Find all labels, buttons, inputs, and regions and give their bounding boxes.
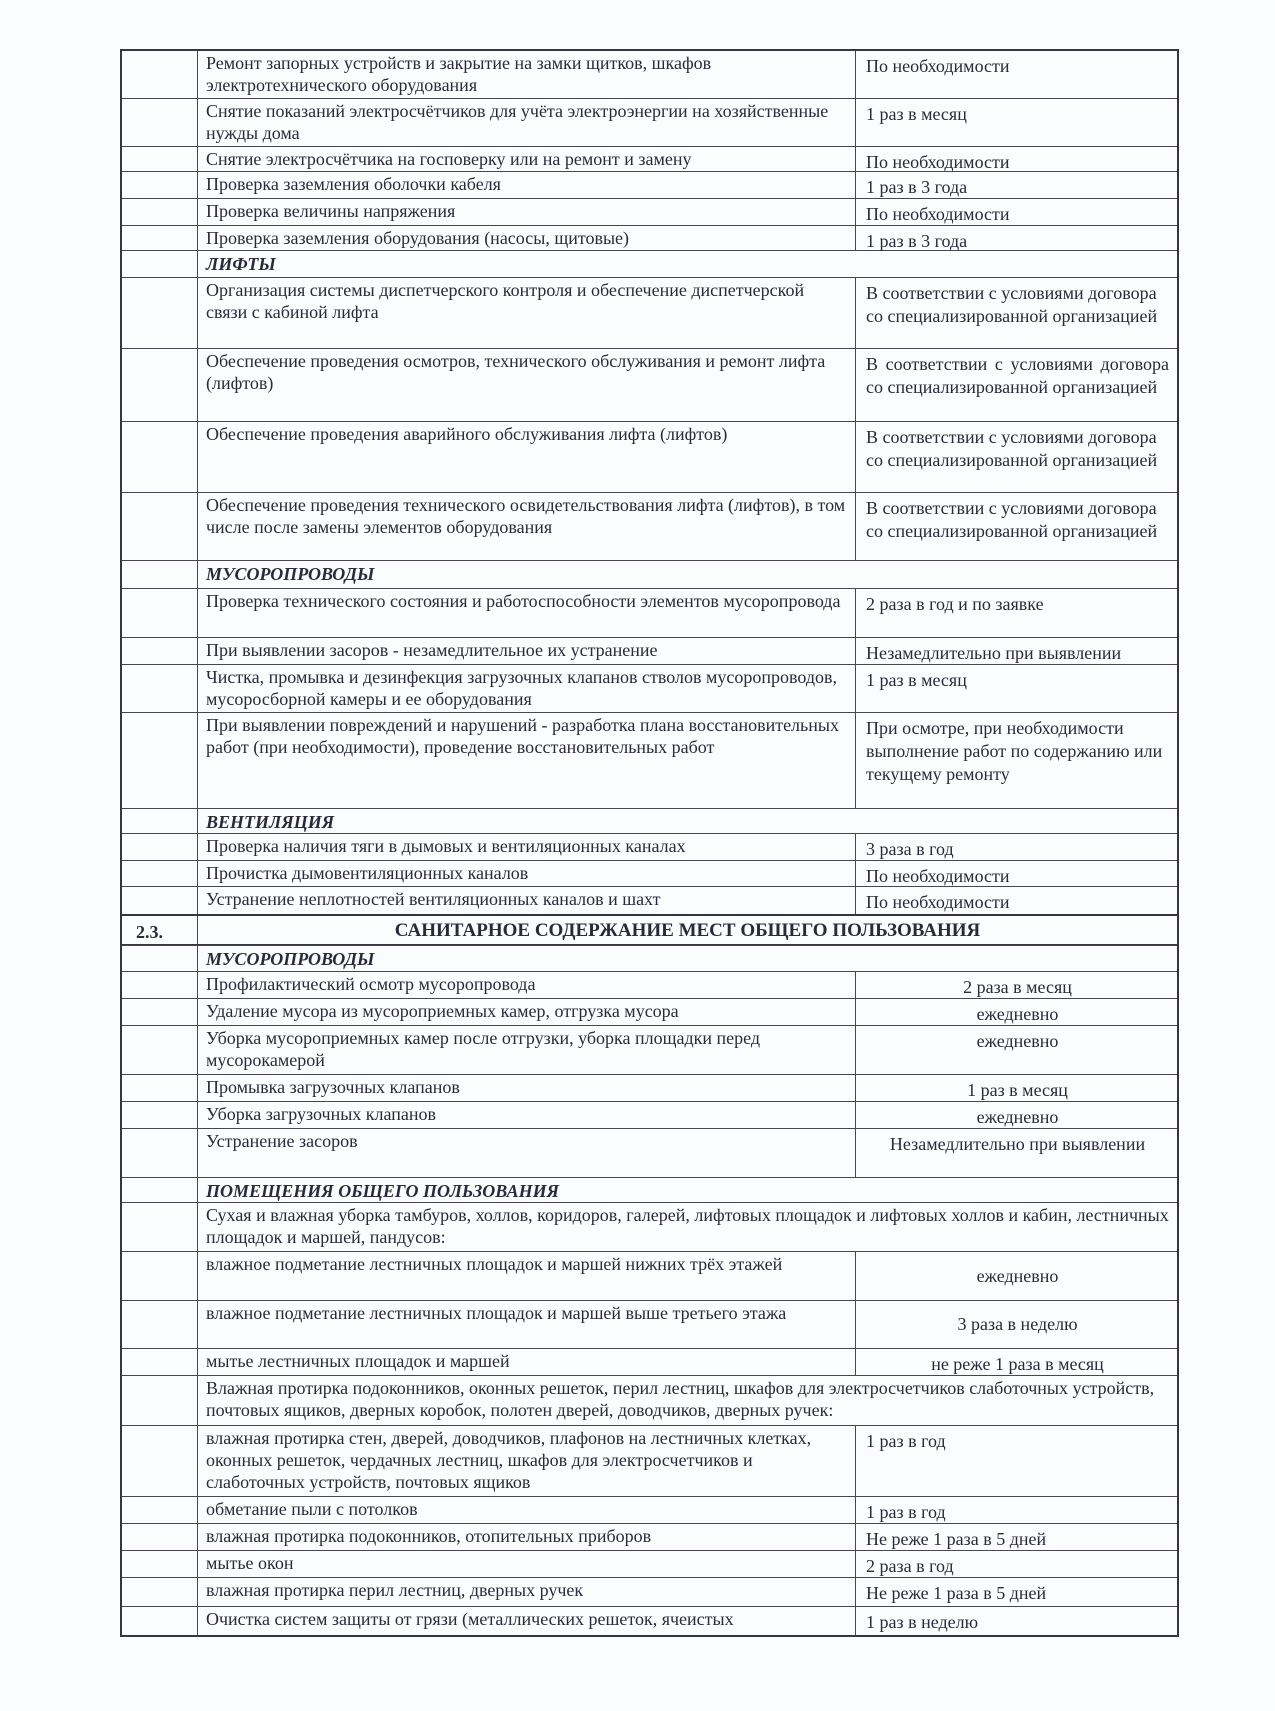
frequency: не реже 1 раза в месяц: [855, 1349, 1177, 1375]
frequency: 2 раза в год: [855, 1551, 1177, 1577]
row-number: [122, 861, 198, 886]
table-row: [122, 1375, 1177, 1425]
row-number: [122, 713, 198, 808]
row-number: [122, 809, 198, 833]
table-row: [122, 198, 1177, 225]
table-row: [122, 146, 1177, 171]
work-description: Проверка заземления оболочки кабеля: [206, 174, 501, 194]
work-description: Проверка наличия тяги в дымовых и вентиляционных каналах: [206, 836, 686, 856]
table-row: [122, 1025, 1177, 1074]
work-description: влажное подметание лестничных площадок и маршей выше третьего этажа: [206, 1303, 787, 1323]
section-row: [122, 808, 1177, 833]
frequency: По необходимости: [855, 199, 1177, 225]
work-description: Обеспечение проведения аварийного обслуживания лифта (лифтов): [206, 424, 728, 444]
row-number: [122, 226, 198, 250]
work-description: влажная протирка перил лестниц, дверных ручек: [206, 1580, 584, 1600]
frequency: По необходимости: [855, 51, 1177, 98]
work-description: влажная протирка подоконников, отопительных приборов: [206, 1526, 652, 1546]
work-description: При выявлении засоров - незамедлительное их устранение: [206, 640, 658, 660]
row-number: [122, 1301, 198, 1348]
frequency: В соответствии с условиями договора со специализированной организацией: [855, 349, 1177, 421]
row-number: [122, 51, 198, 98]
row-number: 2.3.: [122, 916, 198, 944]
table-row: [122, 833, 1177, 860]
row-number: [122, 1426, 198, 1496]
row-number: [122, 1578, 198, 1606]
table-row: [122, 971, 1177, 998]
work-description: Очистка систем защиты от грязи (металлических решеток, ячеистых: [206, 1609, 734, 1629]
table-row: [122, 1550, 1177, 1577]
row-number: [122, 1551, 198, 1577]
table-row: [122, 171, 1177, 198]
row-number: [122, 422, 198, 492]
row-number: [122, 999, 198, 1025]
section-title: ПОМЕЩЕНИЯ ОБЩЕГО ПОЛЬЗОВАНИЯ: [206, 1181, 559, 1201]
frequency: В соответствии с условиями договора со специализированной организацией: [855, 493, 1177, 560]
table-row: [122, 421, 1177, 492]
work-description: обметание пыли с потолков: [206, 1499, 418, 1519]
frequency: ежедневно: [855, 1026, 1177, 1074]
row-number: [122, 172, 198, 198]
section-title: МУСОРОПРОВОДЫ: [206, 949, 375, 969]
frequency: ежедневно: [855, 1252, 1177, 1300]
frequency: Не реже 1 раза в 5 дней: [855, 1578, 1177, 1606]
row-number: [122, 1129, 198, 1177]
table-row: [122, 637, 1177, 664]
table-row: [122, 998, 1177, 1025]
work-description: Ремонт запорных устройств и закрытие на замки щитков, шкафов электротехнического оборудования: [206, 53, 712, 95]
table-row: [122, 1348, 1177, 1375]
table-row: [122, 1496, 1177, 1523]
work-description: При выявлении повреждений и нарушений - разработка плана восстановительных работ (при необходимости), проведение восстановительных работ: [206, 715, 839, 757]
row-number: [122, 1376, 198, 1425]
table-row: [122, 860, 1177, 886]
table-row: [122, 664, 1177, 712]
section-title: ВЕНТИЛЯЦИЯ: [206, 812, 335, 832]
work-description: Организация системы диспетчерского контроля и обеспечение диспетчерской связи с кабиной лифта: [206, 280, 805, 322]
work-description: Промывка загрузочных клапанов: [206, 1077, 460, 1097]
table-row: [122, 1577, 1177, 1606]
frequency: ежедневно: [855, 999, 1177, 1025]
row-number: [122, 665, 198, 712]
row-number: [122, 147, 198, 171]
work-description: Чистка, промывка и дезинфекция загрузочных клапанов стволов мусоропроводов, мусоросборной камеры и ее оборудования: [206, 667, 838, 709]
row-number: [122, 1075, 198, 1101]
row-number: [122, 1607, 198, 1635]
row-number: [122, 1102, 198, 1128]
row-number: [122, 278, 198, 348]
row-number: [122, 834, 198, 860]
section-title: МУСОРОПРОВОДЫ: [206, 564, 375, 584]
work-description: Устранение неплотностей вентиляционных каналов и шахт: [206, 889, 661, 909]
work-description: Влажная протирка подоконников, оконных решеток, перил лестниц, шкафов для электросчетчиков слаботочных устройств, почтовых ящиков, дверных коробок, полотен дверей, доводчиков, дверных ручек:: [206, 1378, 1155, 1420]
table-row: [122, 886, 1177, 914]
table-row: [122, 225, 1177, 250]
frequency: При осмотре, при необходимости выполнение работ по содержанию или текущему ремонту: [855, 713, 1177, 808]
table-row: [122, 1425, 1177, 1496]
frequency: ежедневно: [855, 1102, 1177, 1128]
row-number: [122, 1252, 198, 1300]
section-row: [122, 250, 1177, 277]
work-description: Уборка мусороприемных камер после отгрузки, уборка площадки перед мусорокамерой: [206, 1028, 761, 1070]
work-description: Проверка величины напряжения: [206, 201, 456, 221]
frequency: Незамедлительно при выявлении: [855, 638, 1177, 664]
table-row: [122, 1300, 1177, 1348]
frequency: В соответствии с условиями договора со специализированной организацией: [855, 278, 1177, 348]
work-description: влажная протирка стен, дверей, доводчиков, плафонов на лестничных клетках, оконных решеток, чердачных лестниц, шкафов для электросчетчиков и слаботочных устройств, почтовых ящиков: [206, 1428, 812, 1492]
table-row: [122, 98, 1177, 146]
section-row: [122, 560, 1177, 588]
frequency: 3 раза в неделю: [855, 1301, 1177, 1348]
work-description: Проверка технического состояния и работоспособности элементов мусоропровода: [206, 591, 841, 611]
row-number: [122, 946, 198, 971]
frequency: 2 раза в месяц: [855, 972, 1177, 998]
table-row: [122, 1202, 1177, 1251]
row-number: [122, 1349, 198, 1375]
work-description: Обеспечение проведения осмотров, технического обслуживания и ремонт лифта (лифтов): [206, 351, 826, 393]
row-number: [122, 972, 198, 998]
row-number: [122, 1203, 198, 1251]
work-description: Снятие показаний электросчётчиков для учёта электроэнергии на хозяйственные нужды дома: [206, 101, 829, 143]
table-row: [122, 51, 1177, 98]
frequency: Не реже 1 раза в 5 дней: [855, 1524, 1177, 1550]
frequency: 1 раз в 3 года: [855, 172, 1177, 198]
heading-title: САНИТАРНОЕ СОДЕРЖАНИЕ МЕСТ ОБЩЕГО ПОЛЬЗОВАНИЯ: [394, 920, 981, 941]
row-number: [122, 1497, 198, 1523]
table-row: [122, 348, 1177, 421]
maintenance-schedule-table: [120, 49, 1179, 1637]
work-description: мытье окон: [206, 1553, 294, 1573]
work-description: Сухая и влажная уборка тамбуров, холлов, коридоров, галерей, лифтовых площадок и лифтовых холлов и кабин, лестничных площадок и маршей, пандусов:: [206, 1205, 1169, 1247]
row-number: [122, 1524, 198, 1550]
work-description: влажное подметание лестничных площадок и маршей нижних трёх этажей: [206, 1254, 783, 1274]
frequency: 1 раз в год: [855, 1497, 1177, 1523]
table-row: [122, 1101, 1177, 1128]
row-number: [122, 349, 198, 421]
table-row: [122, 1251, 1177, 1300]
frequency: 1 раз в месяц: [855, 1075, 1177, 1101]
work-description: Снятие электросчётчика на госповерку или на ремонт и замену: [206, 149, 692, 169]
frequency: 1 раз в месяц: [855, 665, 1177, 712]
table-row: [122, 277, 1177, 348]
table-row: [122, 1074, 1177, 1101]
work-description: Профилактический осмотр мусоропровода: [206, 974, 536, 994]
row-number: [122, 638, 198, 664]
table-row: [122, 492, 1177, 560]
frequency: По необходимости: [855, 147, 1177, 171]
row-number: [122, 99, 198, 146]
work-description: Устранение засоров: [206, 1131, 358, 1151]
frequency: По необходимости: [855, 861, 1177, 886]
section-title: ЛИФТЫ: [206, 254, 276, 274]
heading-row: [122, 914, 1177, 945]
frequency: 1 раз в 3 года: [855, 226, 1177, 250]
frequency: В соответствии с условиями договора со специализированной организацией: [855, 422, 1177, 492]
row-number: [122, 199, 198, 225]
work-description: Прочистка дымовентиляционных каналов: [206, 863, 529, 883]
row-number: [122, 493, 198, 560]
table-row: [122, 1606, 1177, 1635]
frequency: Незамедлительно при выявлении: [855, 1129, 1177, 1177]
frequency: 2 раза в год и по заявке: [855, 589, 1177, 637]
work-description: Уборка загрузочных клапанов: [206, 1104, 437, 1124]
table-row: [122, 1128, 1177, 1177]
table-row: [122, 712, 1177, 808]
frequency: 1 раз в неделю: [855, 1607, 1177, 1635]
row-number: [122, 1178, 198, 1202]
section-row: [122, 1177, 1177, 1202]
row-number: [122, 251, 198, 277]
row-number: [122, 589, 198, 637]
row-number: [122, 561, 198, 588]
row-number: [122, 1026, 198, 1074]
table-row: [122, 1523, 1177, 1550]
frequency: 1 раз в год: [855, 1426, 1177, 1496]
work-description: Проверка заземления оборудования (насосы, щитовые): [206, 228, 630, 248]
frequency: 3 раза в год: [855, 834, 1177, 860]
work-description: Обеспечение проведения технического освидетельствования лифта (лифтов), в том числе после замены элементов оборудования: [206, 495, 846, 537]
row-number: [122, 887, 198, 914]
frequency: По необходимости: [855, 887, 1177, 914]
frequency: 1 раз в месяц: [855, 99, 1177, 146]
work-description: мытье лестничных площадок и маршей: [206, 1351, 510, 1371]
work-description: Удаление мусора из мусороприемных камер, отгрузка мусора: [206, 1001, 679, 1021]
section-row: [122, 945, 1177, 971]
table-row: [122, 588, 1177, 637]
